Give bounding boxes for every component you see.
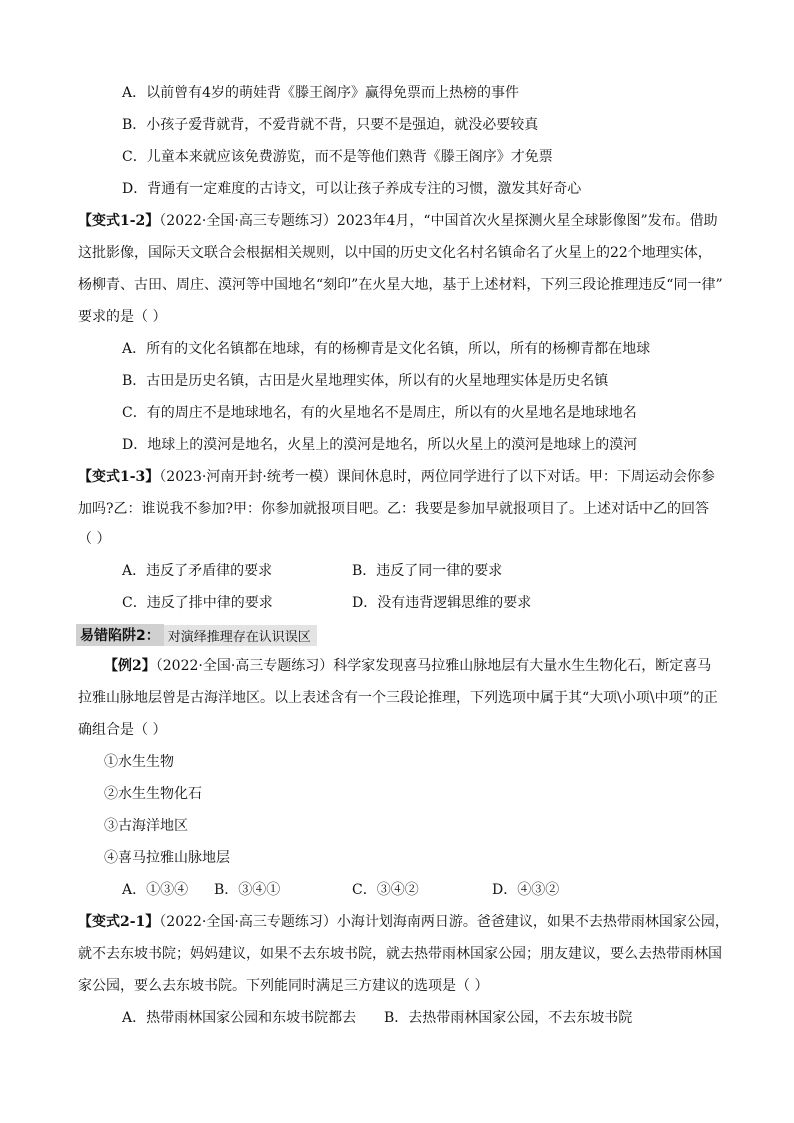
v21-line-2: 就不去东坡书院；妈妈建议，如果不去东坡书院，就去热带雨林国家公园；朋友建议，要么去热带雨林国 [78, 946, 722, 962]
ex2-option-c: C．③④② [352, 882, 419, 898]
v13-line-3: （ ） [78, 531, 111, 547]
section-banner [76, 624, 317, 646]
ex2-option-a: A．①③④ [122, 882, 189, 898]
banner-tag: 易错陷阱2： [76, 624, 164, 646]
ex2-line-3: 确组合是（ ） [78, 722, 167, 738]
v12-option-c: C．有的周庄不是地球地名，有的火星地名不是周庄，所以有的火星地名是地球地名 [122, 405, 637, 421]
v21-option-a: A．热带雨林国家公园和东坡书院都去 [122, 1010, 357, 1026]
v21-option-b: B．去热带雨林国家公园，不去东坡书院 [384, 1010, 633, 1026]
v12-tag: 【变式1-2】 [78, 213, 160, 229]
v21-line-1: 【变式2-1】（2022·全国·高三专题练习）小海计划海南两日游。爸爸建议，如果不去热带雨林国家公园， [78, 914, 729, 930]
v12-line-2: 这批影像，国际天文联合会根据相关规则，以中国的历史文化名村名镇命名了火星上的22个地理实体， [78, 245, 712, 261]
v21-tag: 【变式2-1】 [78, 914, 160, 930]
ex2-line-2: 拉雅山脉地层曾是古海洋地区。以上表述含有一个三段论推理，下列选项中属于其“大项\小项\中项”的正 [78, 690, 718, 706]
v13-option-a: A．违反了矛盾律的要求 [122, 563, 273, 579]
v13-line-1: 【变式1-3】（2023·河南开封·统考一模）课间休息时，两位同学进行了以下对话。甲：下周运动会你参 [78, 469, 715, 485]
ex2-item-1: ①水生生物 [104, 754, 174, 770]
q1-option-c: C．儿童本来就应该免费游览，而不是等他们熟背《滕王阁序》才免票 [122, 149, 553, 165]
ex2-item-2: ②水生生物化石 [104, 786, 202, 802]
q1-option-b: B．小孩子爱背就背，不爱背就不背，只要不是强迫，就没必要较真 [122, 117, 539, 133]
v13-tag: 【变式1-3】 [78, 469, 160, 485]
v12-option-d: D．地球上的漠河是地名，火星上的漠河是地名，所以火星上的漠河是地球上的漠河 [122, 437, 638, 453]
v13-option-d: D．没有违背逻辑思维的要求 [352, 595, 532, 611]
v13-option-b: B．违反了同一律的要求 [352, 563, 503, 579]
ex2-tag: 【例2】 [104, 658, 156, 674]
banner-title: 对演绎推理存在认识误区 [164, 625, 317, 646]
v13-option-c: C．违反了排中律的要求 [122, 595, 273, 611]
v13-line-2: 加吗?乙：谁说我不参加?甲：你参加就报项目吧。乙：我要是参加早就报项目了。上述对话中乙的回答 [78, 501, 710, 517]
v21-line-3: 家公园，要么去东坡书院。下列能同时满足三方建议的选项是（ ） [78, 978, 489, 994]
v12-option-a: A．所有的文化名镇都在地球，有的杨柳青是文化名镇，所以，所有的杨柳青都在地球 [122, 341, 651, 357]
v12-line-4: 要求的是（ ） [78, 309, 167, 325]
v12-option-b: B．古田是历史名镇，古田是火星地理实体，所以有的火星地理实体是历史名镇 [122, 373, 609, 389]
ex2-option-d: D．④③② [492, 882, 560, 898]
v12-line-3: 杨柳青、古田、周庄、漠河等中国地名“刻印”在火星大地，基于上述材料，下列三段论推理违反“同一律” [78, 277, 723, 293]
ex2-item-3: ③古海洋地区 [104, 818, 188, 834]
q1-option-a: A．以前曾有4岁的萌娃背《滕王阁序》赢得免票而上热榜的事件 [122, 85, 520, 101]
q1-option-d: D．背通有一定难度的古诗文，可以让孩子养成专注的习惯，激发其好奇心 [122, 181, 582, 197]
ex2-option-b: B．③④① [214, 882, 281, 898]
ex2-item-4: ④喜马拉雅山脉地层 [104, 850, 230, 866]
v12-line-1: 【变式1-2】（2022·全国·高三专题练习）2023年4月，“中国首次火星探测火星全球影像图”发布。借助 [78, 213, 718, 229]
ex2-line-1: 【例2】（2022·全国·高三专题练习）科学家发现喜马拉雅山脉地层有大量水生生物化石，断定喜马 [104, 658, 712, 674]
